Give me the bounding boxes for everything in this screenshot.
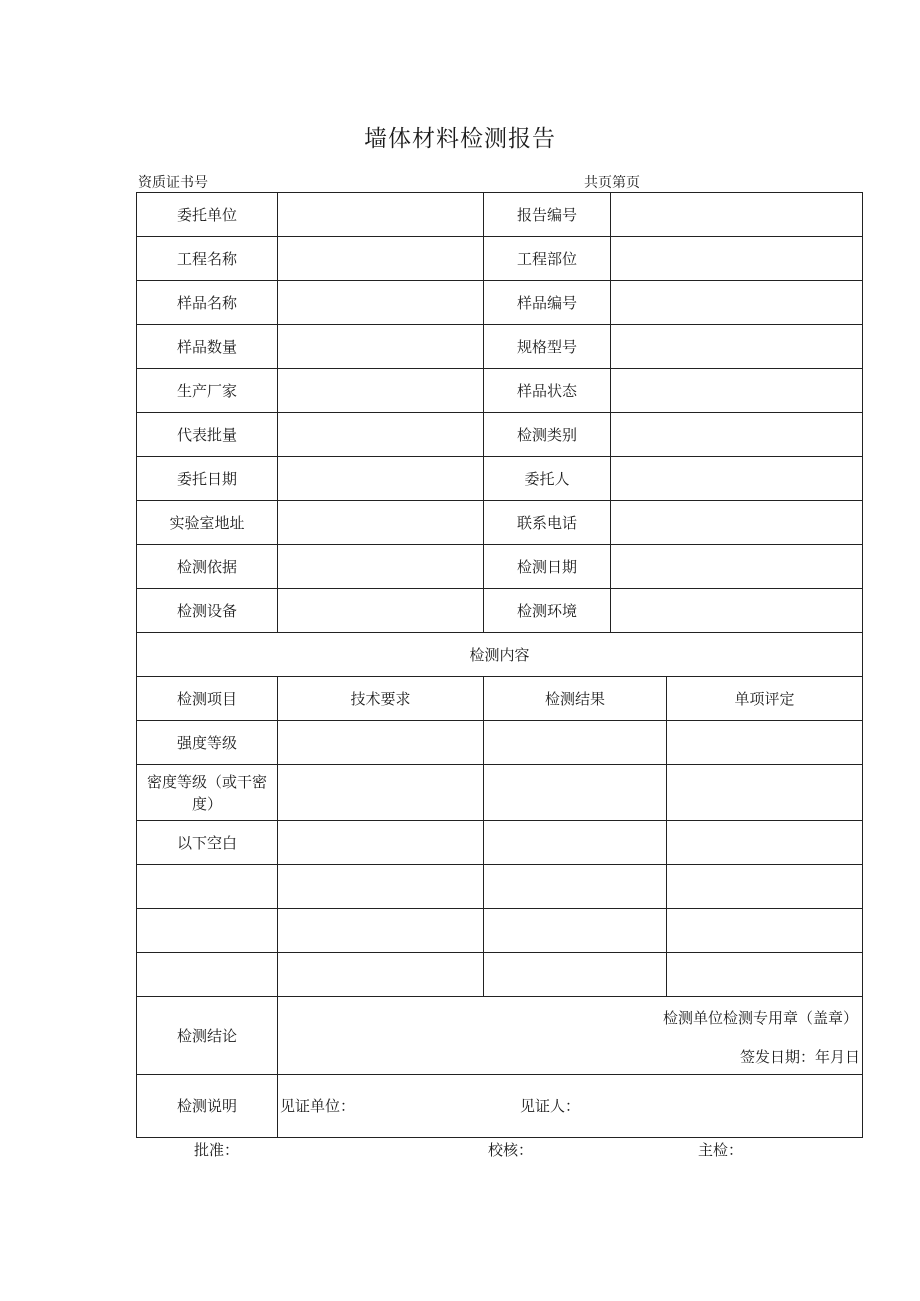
- info-value-field[interactable]: [278, 501, 484, 545]
- info-value-field[interactable]: [611, 589, 863, 633]
- column-header: 技术要求: [278, 677, 484, 721]
- info-label: 检测环境: [484, 589, 611, 633]
- item-requirement-field[interactable]: [278, 865, 484, 909]
- item-evaluation-field[interactable]: [667, 865, 863, 909]
- info-row: [137, 501, 863, 545]
- item-name: 强度等级: [137, 721, 278, 765]
- item-evaluation-field[interactable]: [667, 909, 863, 953]
- info-value-field[interactable]: [278, 413, 484, 457]
- info-value-field[interactable]: [611, 281, 863, 325]
- item-requirement-field[interactable]: [278, 953, 484, 997]
- content-title-row: [137, 633, 863, 677]
- info-value-field[interactable]: [611, 457, 863, 501]
- witness-unit-label: 见证单位：: [280, 1097, 356, 1115]
- info-row: [137, 413, 863, 457]
- item-row: [137, 765, 863, 821]
- content-title: 检测内容: [137, 633, 863, 677]
- item-result-field[interactable]: [484, 721, 667, 765]
- info-row: [137, 369, 863, 413]
- info-label: 委托单位: [137, 193, 278, 237]
- info-value-field[interactable]: [611, 237, 863, 281]
- info-label: 检测日期: [484, 545, 611, 589]
- item-name: 密度等级（或干密度）: [137, 765, 278, 821]
- info-value-field[interactable]: [611, 325, 863, 369]
- item-requirement-field[interactable]: [278, 909, 484, 953]
- review-label: 校核：: [488, 1141, 534, 1159]
- info-label: 代表批量: [137, 413, 278, 457]
- info-value-field[interactable]: [278, 369, 484, 413]
- info-value-field[interactable]: [611, 193, 863, 237]
- info-label: 生产厂家: [137, 369, 278, 413]
- info-row: [137, 237, 863, 281]
- info-label: 样品数量: [137, 325, 278, 369]
- column-header: 检测项目: [137, 677, 278, 721]
- info-row: [137, 193, 863, 237]
- info-label: 样品名称: [137, 281, 278, 325]
- report-title: 墙体材料检测报告: [364, 126, 556, 152]
- info-value-field[interactable]: [278, 193, 484, 237]
- info-label: 联系电话: [484, 501, 611, 545]
- inspect-label: 主检：: [698, 1141, 744, 1159]
- info-value-field[interactable]: [278, 325, 484, 369]
- column-header-row: [137, 677, 863, 721]
- item-evaluation-field[interactable]: [667, 953, 863, 997]
- item-row: [137, 865, 863, 909]
- info-value-field[interactable]: [611, 369, 863, 413]
- item-name: 以下空白: [137, 821, 278, 865]
- item-requirement-field[interactable]: [278, 821, 484, 865]
- approve-label: 批准：: [194, 1141, 240, 1159]
- info-label: 样品状态: [484, 369, 611, 413]
- info-label: 实验室地址: [137, 501, 278, 545]
- info-label: 工程部位: [484, 237, 611, 281]
- info-label: 检测类别: [484, 413, 611, 457]
- column-header: 检测结果: [484, 677, 667, 721]
- witness-person-label: 见证人：: [520, 1097, 581, 1115]
- item-name[interactable]: [137, 865, 278, 909]
- item-row: [137, 821, 863, 865]
- item-row: [137, 721, 863, 765]
- item-result-field[interactable]: [484, 953, 667, 997]
- info-row: [137, 281, 863, 325]
- info-row: [137, 589, 863, 633]
- item-result-field[interactable]: [484, 909, 667, 953]
- item-evaluation-field[interactable]: [667, 765, 863, 821]
- info-label: 委托人: [484, 457, 611, 501]
- note-label: 检测说明: [137, 1075, 278, 1138]
- info-label: 工程名称: [137, 237, 278, 281]
- report-table: [136, 192, 863, 1138]
- issue-date-label: 签发日期：年月日: [739, 1048, 860, 1066]
- item-row: [137, 953, 863, 997]
- info-value-field[interactable]: [278, 457, 484, 501]
- info-row: [137, 545, 863, 589]
- info-row: [137, 325, 863, 369]
- conclusion-row: [137, 997, 863, 1075]
- conclusion-label: 检测结论: [137, 997, 278, 1075]
- note-row: [137, 1075, 863, 1138]
- item-evaluation-field[interactable]: [667, 821, 863, 865]
- item-evaluation-field[interactable]: [667, 721, 863, 765]
- note-field[interactable]: [278, 1075, 863, 1138]
- info-value-field[interactable]: [611, 501, 863, 545]
- item-result-field[interactable]: [484, 865, 667, 909]
- item-result-field[interactable]: [484, 821, 667, 865]
- info-row: [137, 457, 863, 501]
- page-count-label: 共页第页: [584, 175, 640, 191]
- info-value-field[interactable]: [611, 545, 863, 589]
- item-name[interactable]: [137, 953, 278, 997]
- info-value-field[interactable]: [611, 413, 863, 457]
- info-label: 样品编号: [484, 281, 611, 325]
- item-requirement-field[interactable]: [278, 765, 484, 821]
- stamp-label: 检测单位检测专用章（盖章）: [662, 1009, 858, 1027]
- info-value-field[interactable]: [278, 589, 484, 633]
- item-requirement-field[interactable]: [278, 721, 484, 765]
- info-label: 检测设备: [137, 589, 278, 633]
- item-result-field[interactable]: [484, 765, 667, 821]
- item-name[interactable]: [137, 909, 278, 953]
- info-label: 检测依据: [137, 545, 278, 589]
- column-header: 单项评定: [667, 677, 863, 721]
- info-value-field[interactable]: [278, 237, 484, 281]
- item-row: [137, 909, 863, 953]
- info-label: 报告编号: [484, 193, 611, 237]
- info-label: 规格型号: [484, 325, 611, 369]
- info-value-field[interactable]: [278, 281, 484, 325]
- certificate-number-label: 资质证书号: [138, 175, 208, 191]
- info-value-field[interactable]: [278, 545, 484, 589]
- info-label: 委托日期: [137, 457, 278, 501]
- conclusion-field[interactable]: [278, 997, 863, 1075]
